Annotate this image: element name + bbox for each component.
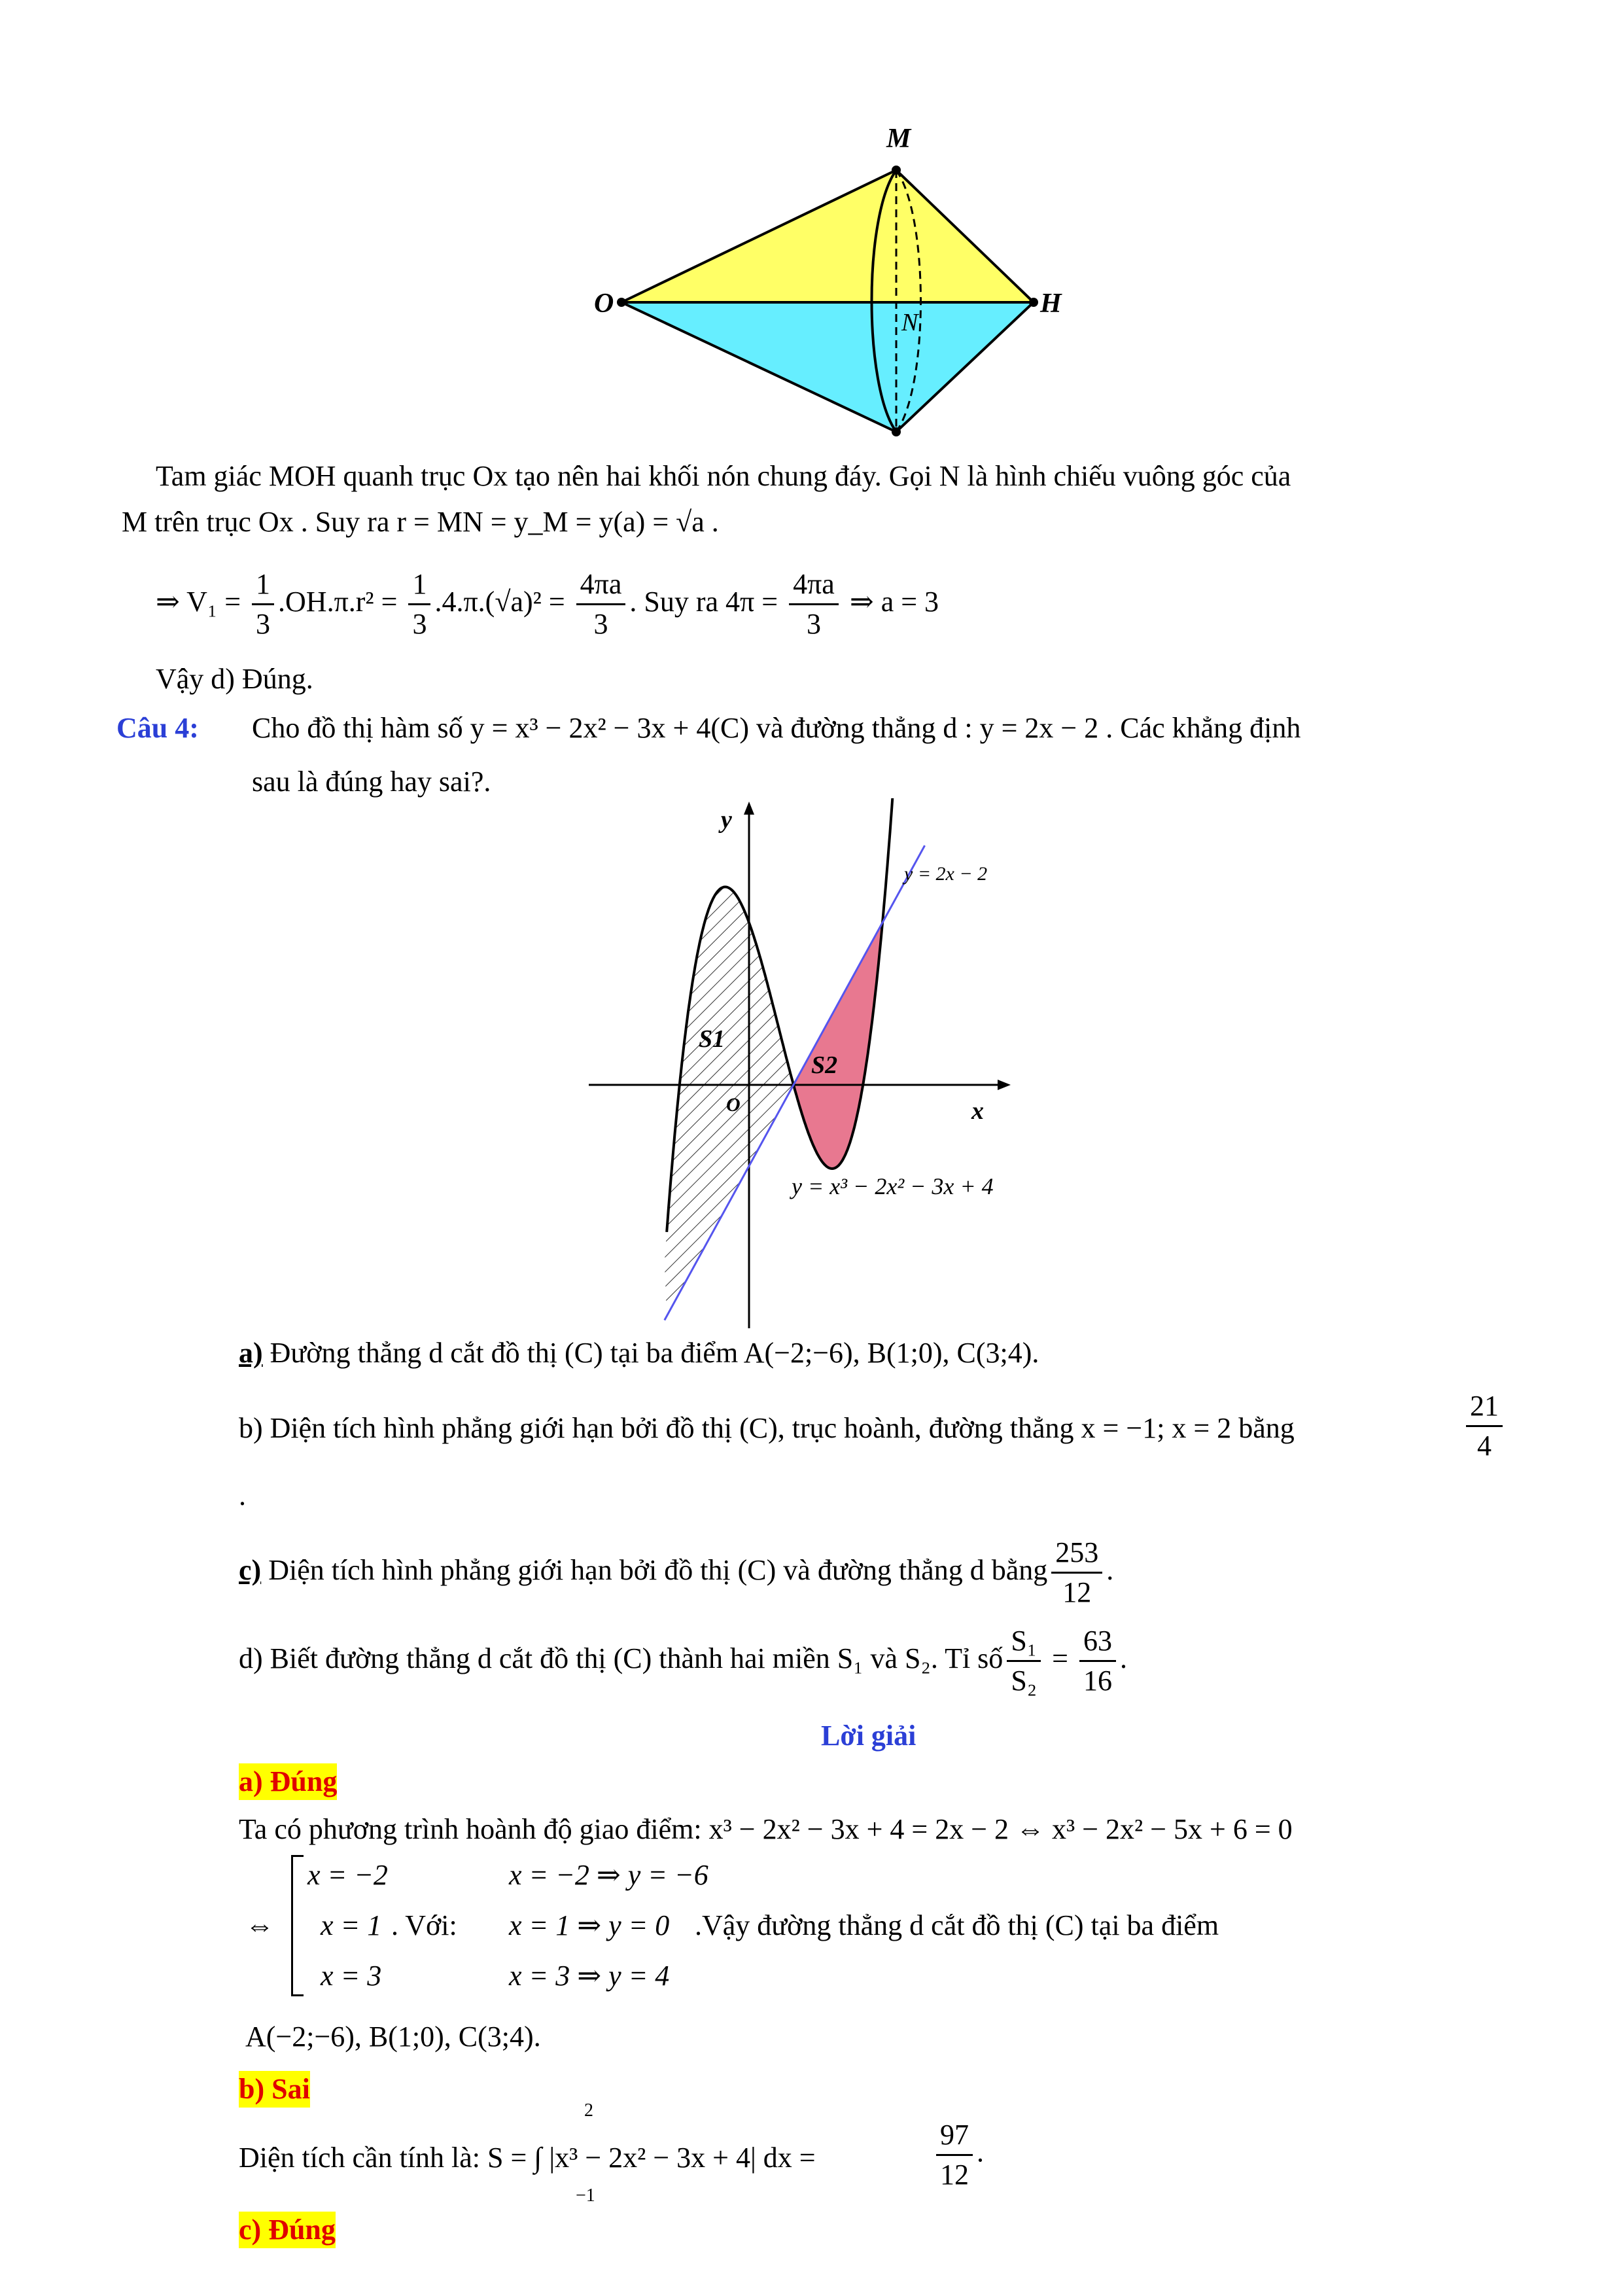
voi-label: . Với: bbox=[391, 1909, 457, 1941]
label-o: O bbox=[594, 289, 614, 319]
lower-triangle bbox=[621, 302, 1034, 432]
para1-line2: M trên trục Ox . Suy ra r = MN = y_M = y(a) = √a . bbox=[122, 506, 719, 538]
conclusion-d: Vậy d) Đúng. bbox=[156, 663, 313, 695]
question-number: Câu 4: bbox=[116, 712, 199, 744]
label-n: N bbox=[901, 309, 918, 336]
system-bracket bbox=[291, 1855, 304, 1996]
integral-lower: −1 bbox=[576, 2185, 595, 2206]
verdict-b: b) Sai bbox=[239, 2071, 310, 2108]
sys-left-3: x = 3 bbox=[321, 1960, 382, 1992]
statement-b-fraction: $\frac{21}{4}$ bbox=[1462, 1387, 1507, 1465]
sys-left-1: x = −2 bbox=[307, 1859, 388, 1891]
sys-left-2: x = 1 bbox=[321, 1909, 382, 1941]
question-line2: sau là đúng hay sai?. bbox=[252, 766, 491, 798]
statement-d: d) Biết đường thẳng d cắt đồ thị (C) thành hai miền S₁ và S₂. Tỉ số $\frac{\text{S₁}}{\text{S₂}}$ = $\frac{63}{16}$ . bbox=[239, 1619, 1127, 1700]
equiv-symbol: ⇔ bbox=[245, 1909, 274, 1941]
statement-c: c) Diện tích hình phẳng giới hạn bởi đồ thị (C) và đường thẳng d bằng $\frac{253}{12}$ . bbox=[239, 1531, 1113, 1612]
para1-line1: Tam giác MOH quanh trục Ox tạo nên hai khối nón chung đáy. Gọi N là hình chiếu vuông góc của bbox=[156, 460, 1291, 492]
solution-a-tail: .Vậy đường thẳng d cắt đồ thị (C) tại ba điểm bbox=[695, 1909, 1219, 1941]
curve-label: y = x³ − 2x² − 3x + 4 bbox=[792, 1173, 994, 1199]
sys-right-1: x = −2 ⇒ y = −6 bbox=[509, 1859, 708, 1891]
solution-b-line: Diện tích cần tính là: S = ∫ |x³ − 2x² − 3x + 4| dx = bbox=[239, 2142, 816, 2174]
s1-label: S1 bbox=[699, 1025, 725, 1053]
x-axis-label: x bbox=[971, 1097, 984, 1125]
volume-formula: ⇒ V₁ = $\frac{1}{3}$ .OH.π.r² = $\frac{1}{3}$ .4.π.(√a)² = $\frac{4\pi a}{3}$ . Suy ra 4π = $\frac{4\pi a}{3}$ ⇒ a = 3 bbox=[156, 563, 939, 643]
label-h: H bbox=[1040, 289, 1062, 319]
solution-b-fraction: $\frac{97}{12}$ . bbox=[932, 2116, 984, 2194]
x-axis-arrow bbox=[998, 1080, 1011, 1090]
verdict-c: c) Đúng bbox=[239, 2212, 336, 2248]
sys-right-2: x = 1 ⇒ y = 0 bbox=[509, 1909, 670, 1941]
s2-label: S2 bbox=[811, 1051, 838, 1079]
cone-figure bbox=[589, 118, 1086, 458]
statement-a: a) Đường thẳng d cắt đồ thị (C) tại ba điểm A(−2;−6), B(1;0), C(3;4). bbox=[239, 1337, 1039, 1369]
solution-a-points: A(−2;−6), B(1;0), C(3;4). bbox=[245, 2021, 541, 2053]
verdict-a: a) Đúng bbox=[239, 1763, 337, 1800]
solution-a-line1: Ta có phương trình hoành độ giao điểm: x³ − 2x² − 3x + 4 = 2x − 2 ⇔ x³ − 2x² − 5x + 6 = 0 bbox=[239, 1813, 1293, 1845]
line-label: y = 2x − 2 bbox=[904, 863, 988, 885]
origin-label: O bbox=[726, 1094, 741, 1116]
statement-b-dot: . bbox=[239, 1479, 246, 1511]
y-axis-label: y bbox=[721, 806, 732, 834]
graph-figure bbox=[576, 798, 1073, 1335]
label-m: M bbox=[886, 124, 911, 154]
upper-triangle bbox=[621, 170, 1034, 302]
sys-right-3: x = 3 ⇒ y = 4 bbox=[509, 1960, 670, 1992]
integral-upper: 2 bbox=[584, 2100, 593, 2121]
statement-b: b) Diện tích hình phẳng giới hạn bởi đồ thị (C), trục hoành, đường thẳng x = −1; x = 2 bằng bbox=[239, 1412, 1295, 1444]
solution-title: Lời giải bbox=[821, 1720, 916, 1752]
question-line1: Cho đồ thị hàm số y = x³ − 2x² − 3x + 4(C) và đường thẳng d : y = 2x − 2 . Các khẳng định bbox=[252, 712, 1301, 744]
y-axis-arrow bbox=[744, 802, 754, 815]
